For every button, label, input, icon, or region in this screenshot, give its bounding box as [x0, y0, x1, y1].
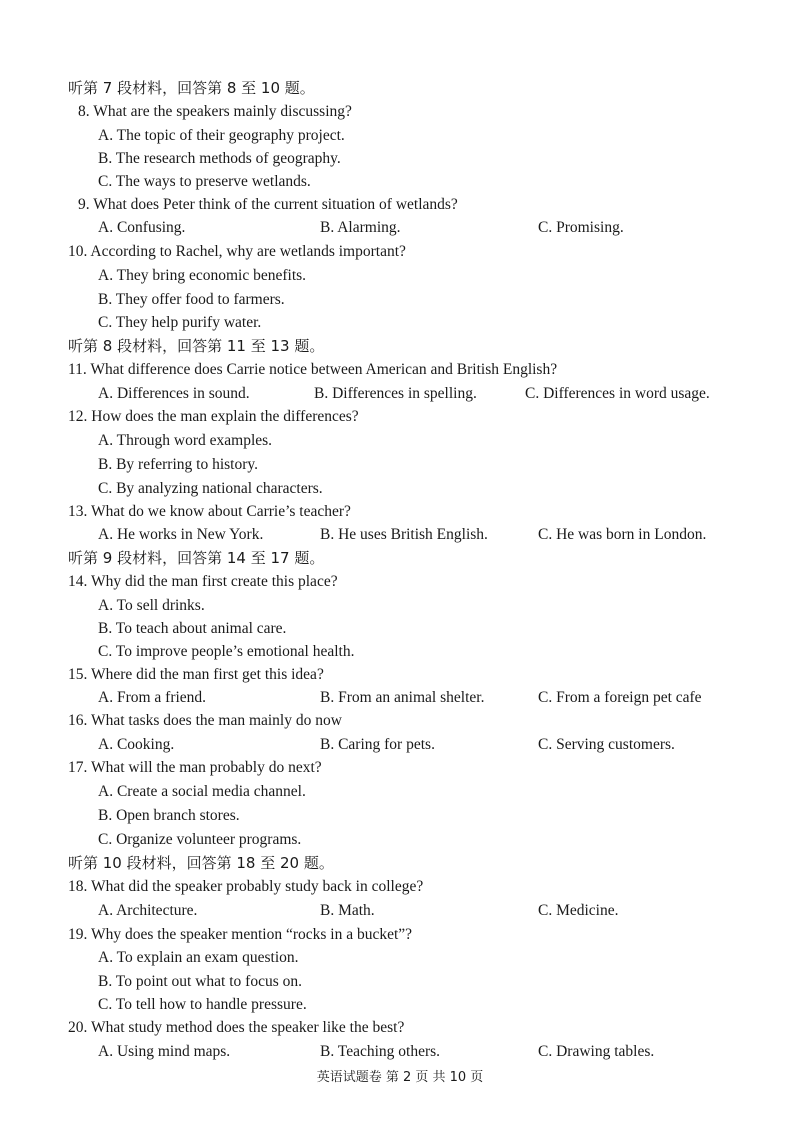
- answer-option: C. To tell how to handle pressure.: [98, 996, 307, 1013]
- answer-option: A. Using mind maps.: [98, 1043, 231, 1060]
- page-footer: 英语试题卷 第 2 页 共 10 页: [316, 1070, 484, 1085]
- answer-option: A. Confusing.: [98, 219, 186, 236]
- answer-option: A. Create a social media channel.: [98, 783, 306, 800]
- answer-option: B. Open branch stores.: [98, 807, 240, 824]
- answer-option: B. Caring for pets.: [320, 736, 435, 753]
- section-header: 听第 10 段材料，回答第 18 至 20 题。: [68, 854, 334, 872]
- question-stem: 9. What does Peter think of the current situation of wetlands?: [78, 196, 458, 213]
- answer-option: A. Cooking.: [98, 736, 175, 753]
- question-stem: 13. What do we know about Carrie’s teacher?: [68, 503, 351, 520]
- section-header: 听第 7 段材料，回答第 8 至 10 题。: [68, 79, 315, 97]
- question-stem: 11. What difference does Carrie notice between American and British English?: [68, 361, 558, 378]
- answer-option: C. Drawing tables.: [538, 1043, 655, 1060]
- answer-option: A. He works in New York.: [98, 526, 264, 543]
- answer-option: C. The ways to preserve wetlands.: [98, 173, 311, 190]
- answer-option: B. To teach about animal care.: [98, 620, 287, 637]
- answer-option: A. The topic of their geography project.: [98, 127, 345, 144]
- question-stem: 17. What will the man probably do next?: [68, 759, 322, 776]
- question-stem: 16. What tasks does the man mainly do now: [68, 712, 342, 729]
- answer-option: A. To explain an exam question.: [98, 949, 299, 966]
- answer-option: B. From an animal shelter.: [320, 689, 485, 706]
- answer-option: C. Promising.: [538, 219, 624, 236]
- answer-option: A. Through word examples.: [98, 432, 273, 449]
- answer-option: B. Math.: [320, 902, 375, 919]
- answer-option: B. To point out what to focus on.: [98, 973, 302, 990]
- answer-option: A. To sell drinks.: [98, 597, 205, 614]
- answer-option: C. To improve people’s emotional health.: [98, 643, 355, 660]
- answer-option: C. Medicine.: [538, 902, 619, 919]
- answer-option: B. By referring to history.: [98, 456, 258, 473]
- section-header: 听第 9 段材料，回答第 14 至 17 题。: [68, 549, 325, 567]
- answer-option: C. They help purify water.: [98, 314, 262, 331]
- answer-option: A. Differences in sound.: [98, 385, 250, 402]
- question-stem: 20. What study method does the speaker like the best?: [68, 1019, 405, 1036]
- question-stem: 14. Why did the man first create this place?: [68, 573, 338, 590]
- answer-option: B. Teaching others.: [320, 1043, 441, 1060]
- answer-option: B. Differences in spelling.: [314, 385, 477, 402]
- answer-option: B. They offer food to farmers.: [98, 291, 285, 308]
- answer-option: C. Serving customers.: [538, 736, 675, 753]
- question-stem: 10. According to Rachel, why are wetlands important?: [68, 243, 406, 260]
- answer-option: C. By analyzing national characters.: [98, 480, 323, 497]
- answer-option: C. He was born in London.: [538, 526, 707, 543]
- answer-option: C. Differences in word usage.: [525, 385, 710, 402]
- answer-option: B. He uses British English.: [320, 526, 488, 543]
- question-stem: 8. What are the speakers mainly discussing?: [78, 103, 352, 120]
- answer-option: B. The research methods of geography.: [98, 150, 341, 167]
- question-stem: 18. What did the speaker probably study back in college?: [68, 878, 424, 895]
- answer-option: A. Architecture.: [98, 902, 198, 919]
- answer-option: A. From a friend.: [98, 689, 207, 706]
- answer-option: B. Alarming.: [320, 219, 401, 236]
- answer-option: A. They bring economic benefits.: [98, 267, 307, 284]
- section-header: 听第 8 段材料，回答第 11 至 13 题。: [68, 337, 325, 355]
- answer-option: C. Organize volunteer programs.: [98, 831, 302, 848]
- question-stem: 19. Why does the speaker mention “rocks in a bucket”?: [68, 926, 413, 943]
- question-stem: 12. How does the man explain the differences?: [68, 408, 359, 425]
- question-stem: 15. Where did the man first get this idea?: [68, 666, 324, 683]
- answer-option: C. From a foreign pet cafe: [538, 689, 702, 706]
